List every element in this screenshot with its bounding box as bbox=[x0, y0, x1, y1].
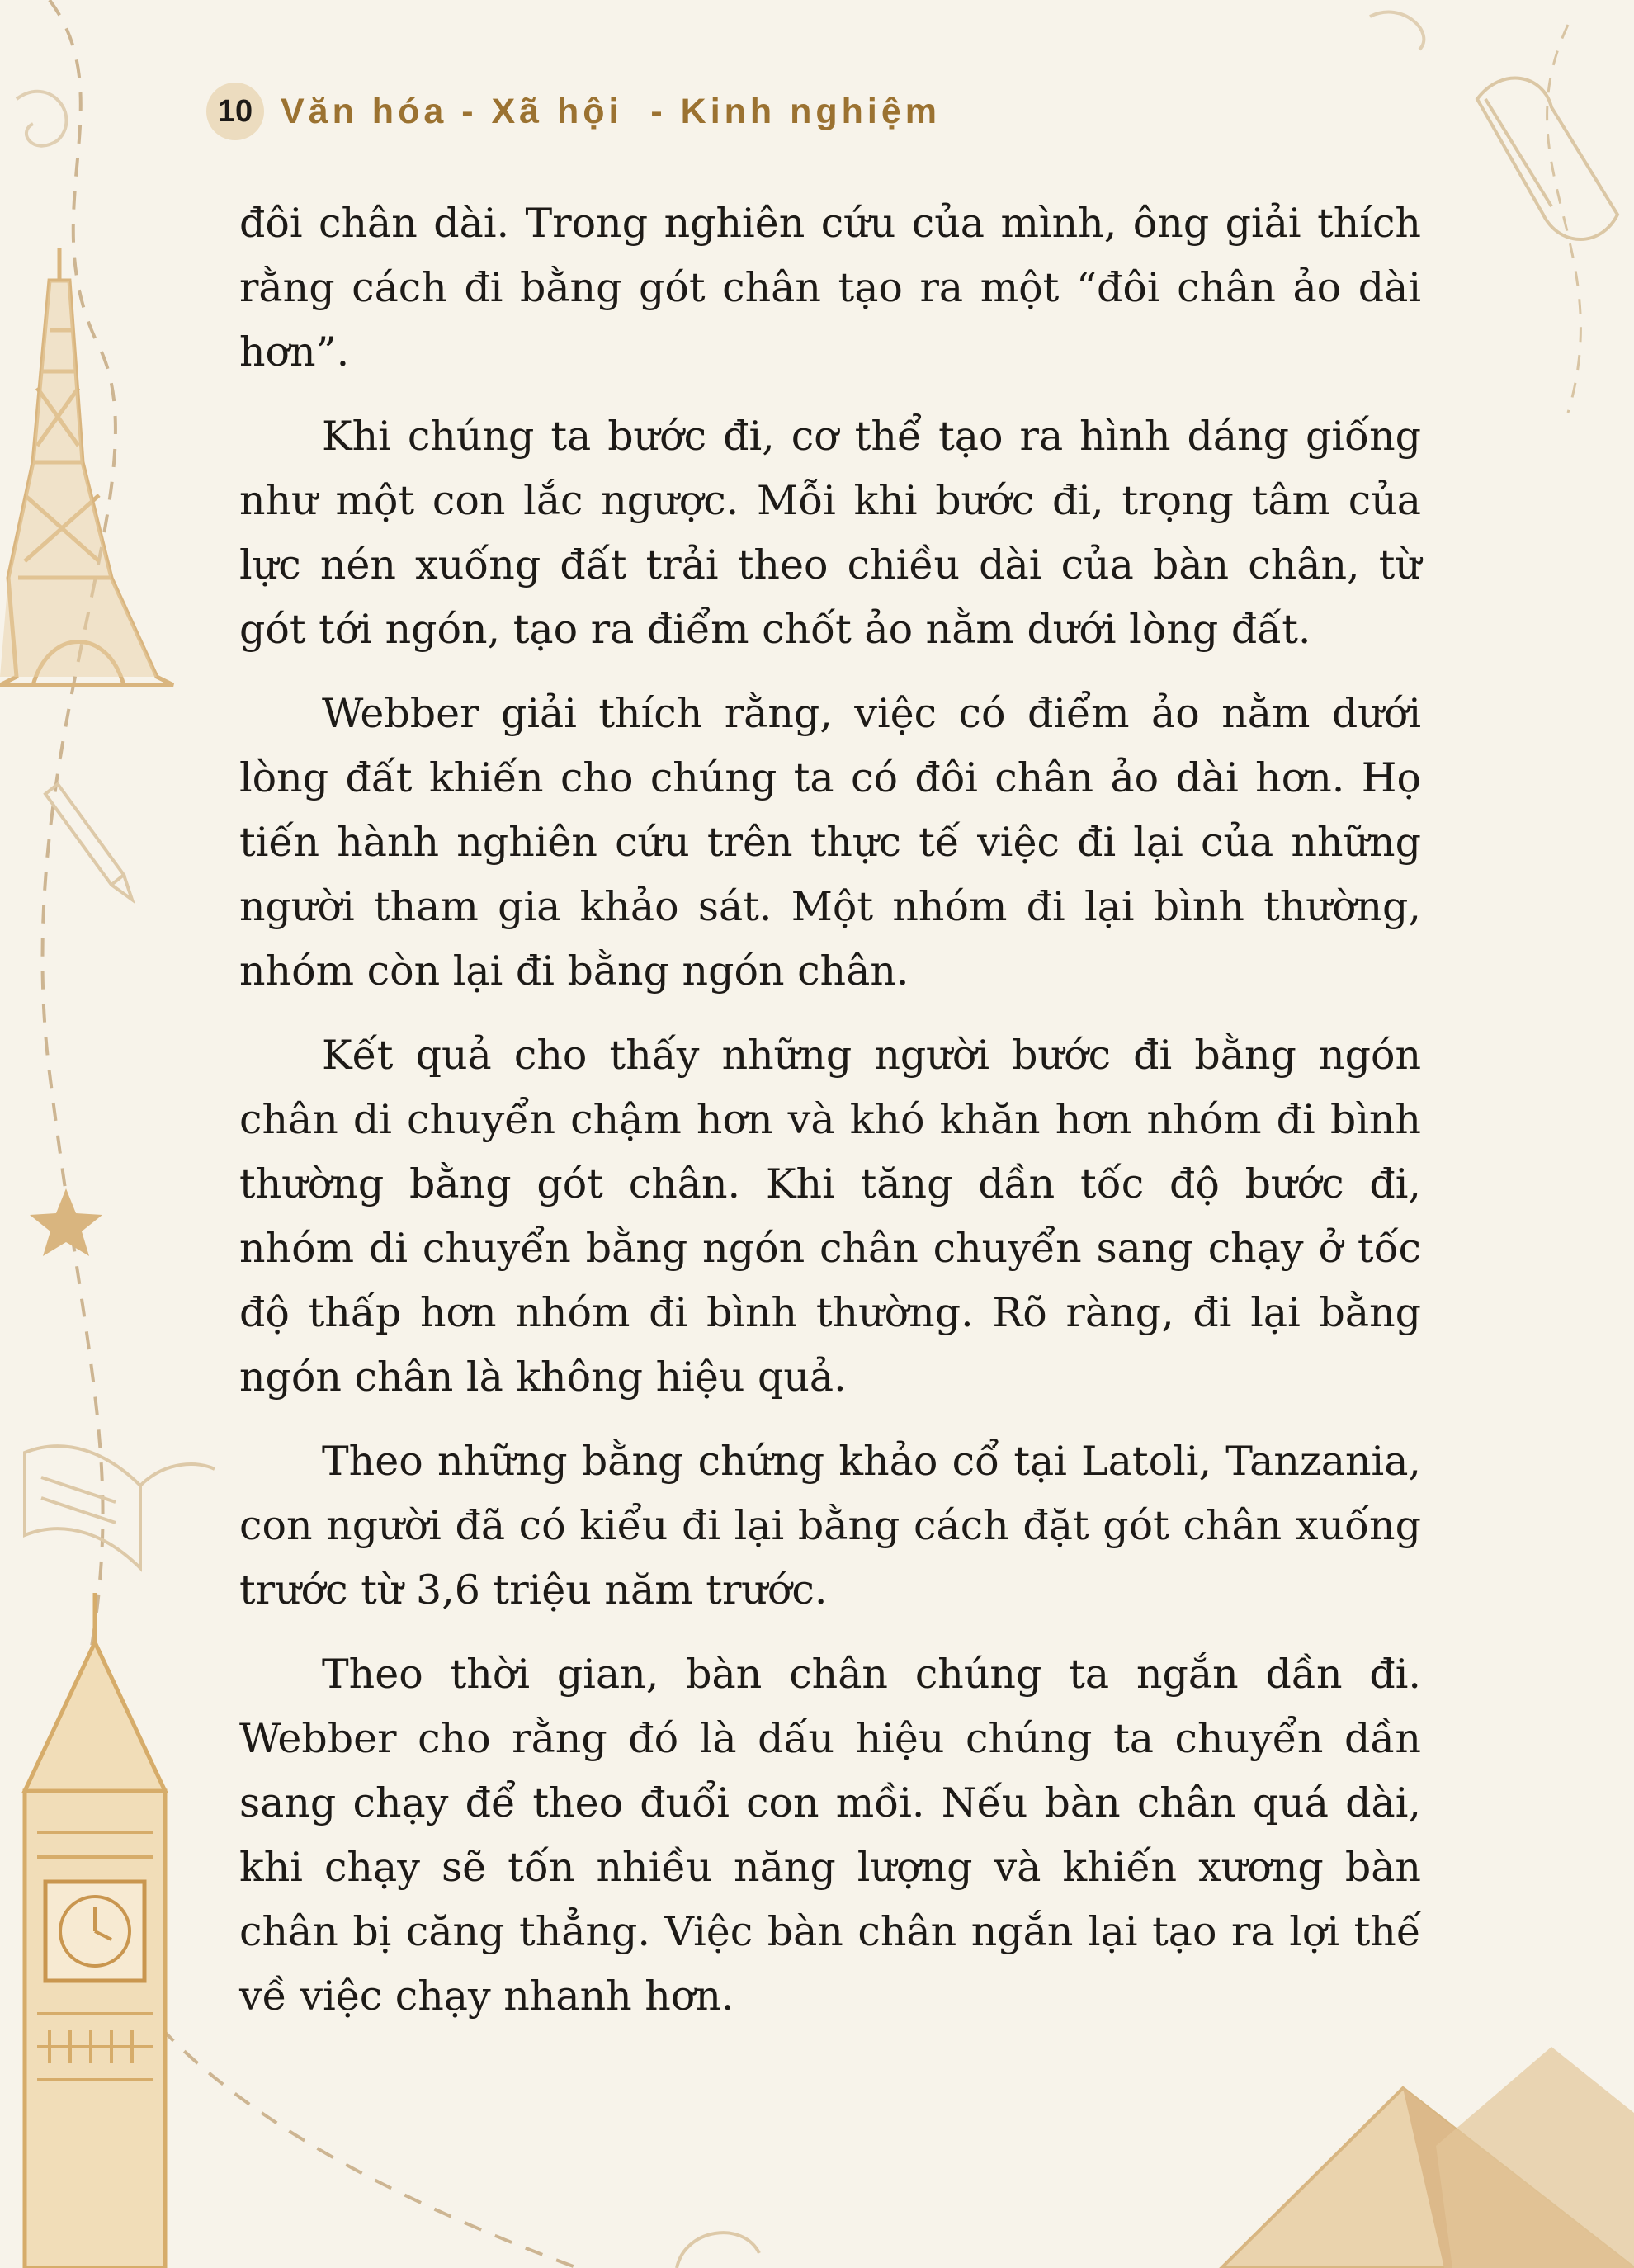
page-header bbox=[206, 83, 941, 140]
pencil-icon bbox=[45, 784, 132, 900]
paragraph-5: Theo những bằng chứng khảo cổ tại Latoli, Tanzania, con người đã có kiểu đi lại bằng cách đặt gót chân xuống trước từ 3,6 triệu năm trước. bbox=[239, 1438, 1421, 1614]
paragraph-6: Theo thời gian, bàn chân chúng ta ngắn dần đi. Webber cho rằng đó là dấu hiệu chúng ta chuyển dần sang chạy để theo đuổi con mồi. Nếu bàn chân quá dài, khi chạy sẽ tốn nhiều năng lượng và khiến xương bàn chân bị căng thẳng. Việc bàn chân ngắn lại tạo ra lợi thế về việc chạy nhanh hơn. bbox=[239, 1651, 1421, 2020]
pyramids-icon bbox=[1221, 2047, 1634, 2268]
eiffel-shading bbox=[0, 281, 157, 677]
paragraph-4: Kết quả cho thấy những người bước đi bằng ngón chân di chuyển chậm hơn và khó khăn hơn nhóm đi bình thường bằng gót chân. Khi tăng dần tốc độ bước đi, nhóm di chuyển bằng ngón chân chuyển sang chạy ở tốc độ thấp hơn nhóm đi bình thường. Rõ ràng, đi lại bằng ngón chân là không hiệu quả. bbox=[239, 1032, 1421, 1401]
paragraph-2: Khi chúng ta bước đi, cơ thể tạo ra hình dáng giống như một con lắc ngược. Mỗi khi bước đi, trọng tâm của lực nén xuống đất trải theo chiều dài của bàn chân, từ gót tới ngón, tạo ra điểm chốt ảo nằm dưới lòng đất. bbox=[239, 413, 1421, 653]
body-text bbox=[239, 191, 1421, 2048]
paragraph-3: Webber giải thích rằng, việc có điểm ảo nằm dưới lòng đất khiến cho chúng ta có đôi chân ảo dài hơn. Họ tiến hành nghiên cứu trên thực tế việc đi lại của những người tham gia khảo sát. Một nhóm đi lại bình thường, nhóm còn lại đi bằng ngón chân. bbox=[239, 690, 1421, 995]
scroll-icon bbox=[1477, 78, 1617, 239]
paragraph-1: đôi chân dài. Trong nghiên cứu của mình, ông giải thích rằng cách đi bằng gót chân tạo ra một “đôi chân ảo dài hơn”. bbox=[239, 200, 1421, 376]
book-icon bbox=[25, 1446, 215, 1568]
bottom-doodle-icon bbox=[677, 2233, 759, 2268]
page-number: 10 bbox=[206, 83, 264, 140]
running-title: Văn hóa - Xã hội - Kinh nghiệm bbox=[281, 91, 942, 131]
star-icon bbox=[30, 1188, 102, 1256]
big-ben-icon bbox=[25, 1593, 165, 2268]
